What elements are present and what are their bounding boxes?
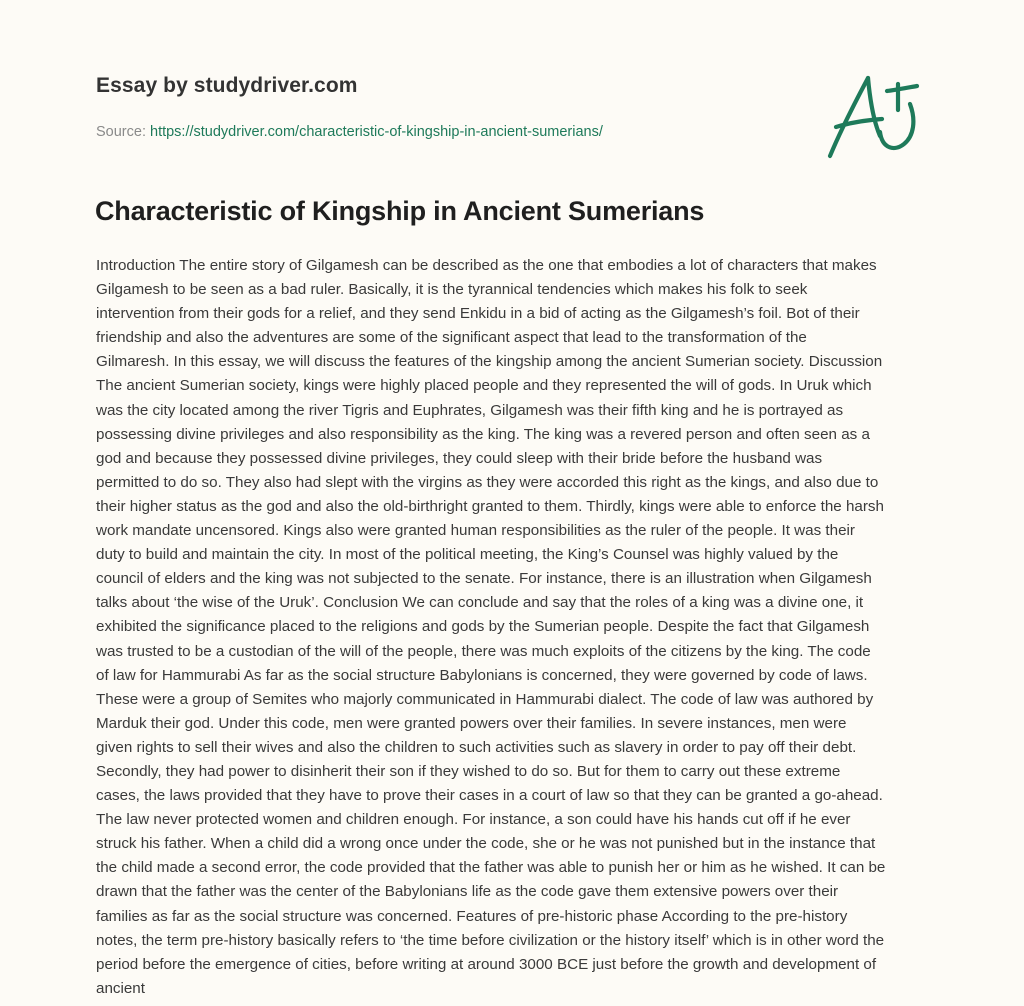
a-plus-grade-icon (822, 70, 932, 170)
essay-line: Introduction The entire story of Gilgamesh can be described as the one that embodies a lot of characters that makes (96, 257, 877, 274)
essay-line: Gilmaresh. In this essay, we will discuss the features of the kingship among the ancient Sumerian society. Discussion (96, 353, 883, 371)
essay-line: The law never protected women and children enough. For instance, a son could have his hands cut off if he ever (96, 811, 851, 829)
essay-line: given rights to sell their wives and also the children to such activities such as slavery in order to pay off their debt. (96, 738, 857, 756)
essay-body (96, 254, 966, 1001)
essay-line: These were a group of Semites who majorly communicated in Hammurabi dialect. The code of law was authored by (96, 690, 874, 708)
essay-line: ancient (96, 979, 145, 997)
essay-title: Characteristic of Kingship in Ancient Sumerians (95, 196, 705, 226)
essay-line: was trusted to be a custodian of the will of the people, there was much exploits of the citizens by the king. The code (96, 642, 871, 660)
essay-line: drawn that the father was the center of the Babylonians life as the code gave them extensive powers over their (96, 883, 839, 901)
essay-line: the child made a second error, the code provided that the father was able to punish her or him as he wished. It can be (96, 859, 886, 877)
essay-line: friendship and also the adventures are some of the significant aspect that lead to the transformation of the (96, 329, 807, 347)
source-link[interactable]: https://studydriver.com/characteristic-of-kingship-in-ancient-sumerians/ (150, 124, 603, 140)
source-line (96, 124, 603, 140)
essay-line: notes, the term pre-history basically refers to ‘the time before civilization or the history itself’ which is in other word the (96, 931, 885, 949)
essay-line: families as far as the social structure was concerned. Features of pre-historic phase According to the pre-history (96, 907, 848, 925)
site-brand-heading: Essay by studydriver.com (96, 74, 358, 97)
essay-line: cases, the laws provided that they have to prove their cases in a court of law so that they can be granted a go-ahead. (96, 787, 883, 805)
essay-line: Secondly, they had power to disinherit their son if they wished to do so. But for them to carry out these extreme (96, 762, 841, 780)
essay-line: talks about ‘the wise of the Uruk’. Conclusion We can conclude and say that the roles of a king was a divine one, it (96, 594, 864, 612)
essay-line: The ancient Sumerian society, kings were highly placed people and they represented the will of gods. In Uruk which (96, 377, 872, 395)
essay-line: Gilgamesh to be seen as a bad ruler. Basically, it is the tyrannical tendencies which makes his folk to seek (96, 281, 808, 299)
essay-line: god and because they possessed divine privileges, they could sleep with their bride before the husband was (96, 449, 823, 467)
essay-line: struck his father. When a child did a wrong once under the code, she or he was not punished but in the instance that (96, 835, 876, 853)
essay-line: period before the emergence of cities, before writing at around 3000 BCE just before the growth and development of (96, 955, 877, 973)
essay-line: Marduk their god. Under this code, men were granted powers over their families. In severe instances, men were (96, 714, 847, 732)
essay-line: their higher status as the god and also the old-birthright granted to them. Thirdly, kings were able to enforce the harsh (96, 497, 884, 515)
essay-line: duty to build and maintain the city. In most of the political meeting, the King’s Counsel was highly valued by the (96, 546, 839, 564)
source-label: Source: (96, 124, 150, 140)
essay-line: possessing divine privileges and also responsibility as the king. The king was a revered person and often seen as a (96, 425, 870, 443)
essay-line: council of elders and the king was not subjected to the senate. For instance, there is an illustration when Gilgamesh (96, 570, 872, 588)
essay-line: permitted to do so. They also had slept with the virgins as they were accorded this right as the kings, and also due to (96, 473, 879, 491)
essay-line: was the city located among the river Tigris and Euphrates, Gilgamesh was their fifth king and he is portrayed as (96, 401, 844, 419)
essay-line: of law for Hammurabi As far as the social structure Babylonians is concerned, they were governed by code of laws. (96, 666, 868, 684)
essay-line: exhibited the significance placed to the religions and gods by the Sumerian people. Despite the fact that Gilgamesh (96, 618, 870, 636)
essay-line: intervention from their gods for a relief, and they send Enkidu in a bid of acting as the Gilgamesh’s foil. Bot of their (96, 305, 860, 323)
essay-line: work mandate uncensored. Kings also were granted human responsibilities as the ruler of the people. It was their (96, 522, 855, 540)
